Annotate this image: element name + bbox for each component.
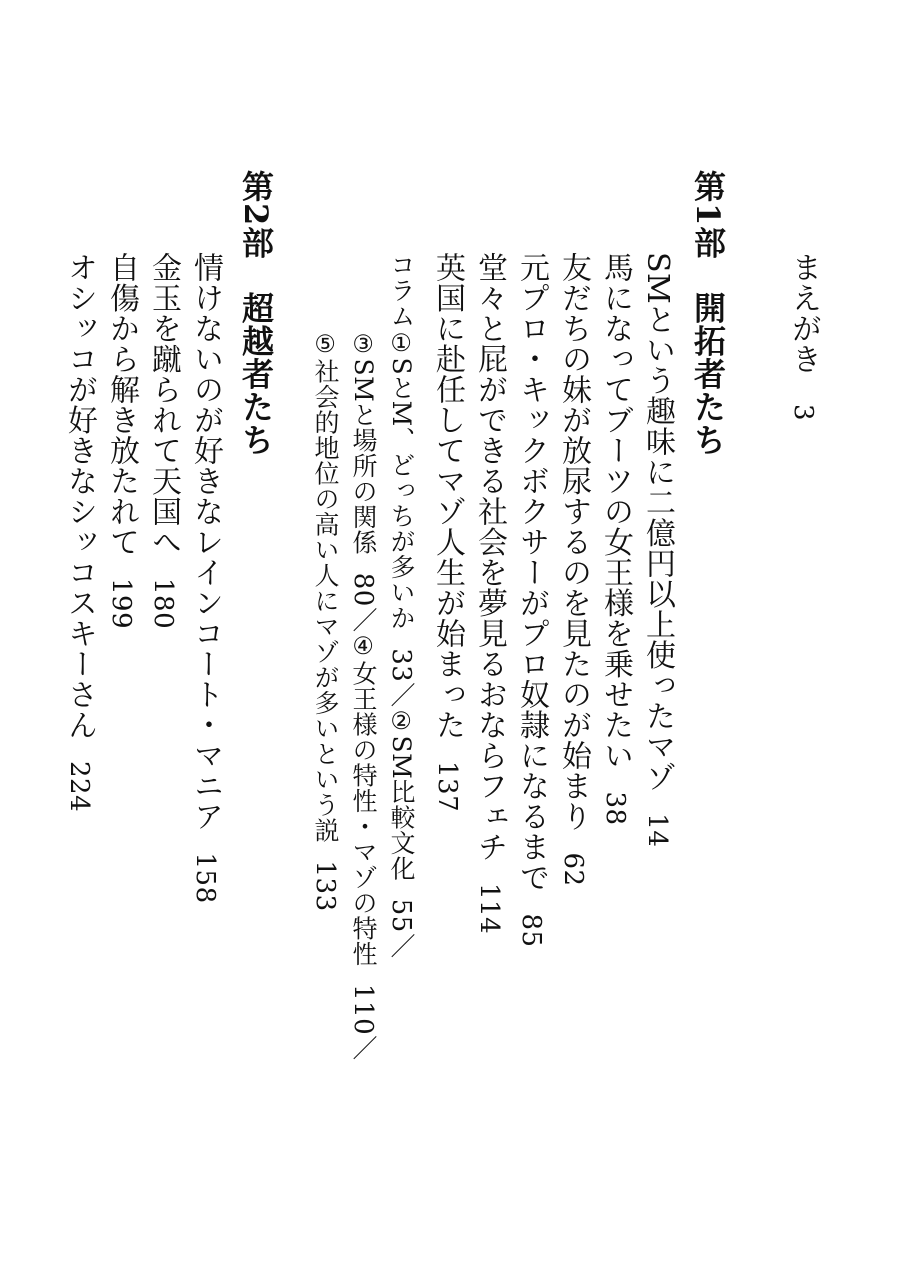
circled-number: ④	[349, 632, 377, 661]
column-line-1	[388, 252, 414, 959]
page-number: 3	[788, 404, 818, 422]
column-item-1[interactable]	[387, 329, 416, 682]
column-line-3	[312, 330, 338, 912]
separator: ／	[349, 606, 378, 633]
entry-title: 友だちの妹が放尿するのを見たのが始まり	[556, 252, 591, 832]
part-title: 開拓者たち	[689, 291, 727, 457]
part-number: 第1部	[689, 170, 727, 260]
page-number: 133	[310, 860, 340, 912]
entry-title: まえがき	[786, 252, 821, 374]
toc-entry[interactable]	[188, 252, 223, 904]
page-number: 85	[516, 913, 546, 948]
page-number: 14	[642, 813, 672, 848]
page-number: 38	[600, 791, 630, 826]
entry-title: 元プロ・キックボクサーがプロ奴隷になるまで	[514, 252, 549, 893]
entry-title: オシッコが好きなシッコスキーさん	[62, 252, 97, 740]
part1-heading	[689, 170, 727, 457]
entry-title: 馬になってブーツの女王様を乗せたい	[598, 252, 633, 771]
page-number: 137	[432, 761, 462, 813]
column-item-4[interactable]	[349, 632, 378, 1035]
circled-number: ③	[349, 330, 377, 359]
column-item-3[interactable]	[349, 330, 378, 607]
toc-entry[interactable]	[556, 252, 591, 887]
toc-entry-foreword[interactable]	[786, 252, 821, 422]
entry-title: 金玉を蹴られて天国へ	[146, 252, 181, 557]
toc-entry[interactable]	[146, 252, 181, 630]
column-line-2	[350, 330, 376, 1061]
toc-entry[interactable]	[472, 252, 507, 935]
column-item-5[interactable]	[311, 330, 340, 912]
page-number: 80	[348, 572, 378, 607]
column-item-2[interactable]	[387, 707, 416, 933]
page-number: 55	[386, 899, 416, 934]
circled-number: ①	[387, 328, 415, 357]
toc-entry[interactable]	[640, 252, 675, 848]
toc-entry[interactable]	[430, 252, 465, 813]
part-title: 超越者たち	[237, 291, 275, 457]
column-title: SとM、どっちが多いか	[387, 357, 416, 631]
toc-entry[interactable]	[514, 252, 549, 948]
column-title: SM比較文化	[387, 735, 416, 882]
entry-title: 英国に赴任してマゾ人生が始まった	[430, 252, 465, 740]
entry-title: SMという趣味に二億円以上使ったマゾ	[640, 252, 675, 793]
page-number: 158	[190, 852, 220, 904]
column-title: 女王様の特性・マゾの特性	[349, 660, 378, 967]
toc-entry[interactable]	[62, 252, 97, 813]
column-title: SMと場所の関係	[349, 358, 378, 556]
separator: ／	[387, 681, 416, 708]
toc-entry[interactable]	[104, 252, 139, 630]
entry-title: 堂々と屁ができる社会を夢見るおならフェチ	[472, 252, 507, 862]
toc-entry[interactable]	[598, 252, 633, 826]
part2-heading	[237, 170, 275, 457]
page-number: 33	[386, 647, 416, 682]
entry-title: 自傷から解き放たれて	[104, 252, 139, 557]
column-title: 社会的地位の高い人にマゾが多いという説	[311, 358, 340, 843]
circled-number: ⑤	[311, 330, 339, 359]
page-number: 199	[106, 578, 136, 630]
column-label: コラム	[387, 252, 416, 329]
separator: ／	[387, 933, 416, 959]
page-number: 110	[348, 984, 378, 1036]
page-number: 114	[474, 883, 504, 935]
page-number: 224	[64, 761, 94, 813]
circled-number: ②	[387, 707, 415, 736]
page-number: 62	[558, 852, 588, 887]
entry-title: 情けないのが好きなレインコート・マニア	[188, 252, 223, 832]
page-number: 180	[148, 578, 178, 630]
part-number: 第2部	[237, 170, 275, 260]
separator: ／	[349, 1035, 378, 1061]
